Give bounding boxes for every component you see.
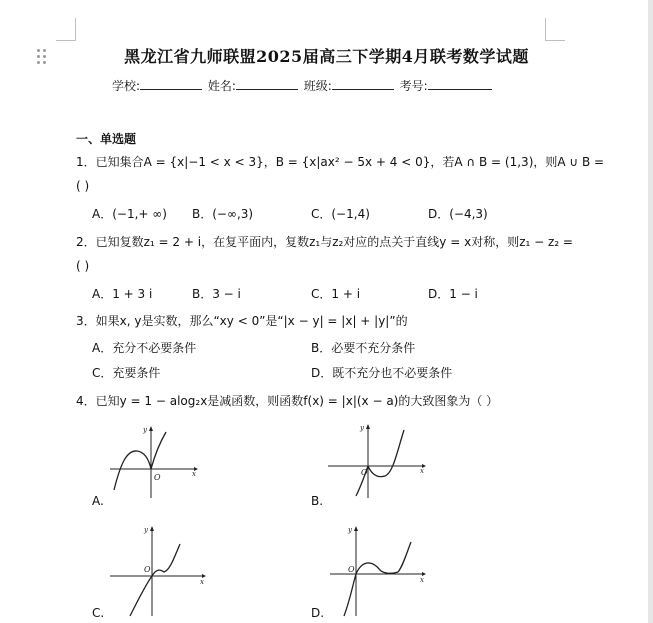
- graph-c-curve: [130, 544, 180, 616]
- crop-mark-top-left-v: [75, 18, 76, 40]
- graph-c-origin-label: O: [144, 565, 151, 574]
- question-2-option-b[interactable]: B．3 − i: [192, 287, 241, 301]
- graph-a-y-arrow: [149, 426, 153, 431]
- question-4-stem: 4．已知y = 1 − alog₂x是减函数，则函数f(x) = |x|(x − a)的大致图象为（ ）: [76, 394, 499, 408]
- crop-mark-top-right-v: [545, 18, 546, 40]
- graph-d-origin-label: O: [348, 565, 355, 574]
- section-heading: 一、单选题: [76, 132, 137, 146]
- question-3-option-c[interactable]: C．充要条件: [92, 366, 161, 380]
- graph-c[interactable]: [108, 522, 208, 618]
- question-1-paren: ( ): [76, 179, 90, 193]
- graph-d[interactable]: [326, 522, 428, 618]
- graph-c-x-label: x: [200, 578, 204, 586]
- name-blank[interactable]: [236, 77, 298, 90]
- graph-b-x-label: x: [420, 467, 424, 475]
- question-2-option-d[interactable]: D．1 − i: [428, 287, 478, 301]
- graph-d-y-label: y: [348, 526, 352, 534]
- graph-d-y-arrow: [354, 526, 358, 531]
- school-label: 学校:: [112, 79, 141, 93]
- question-2-option-c[interactable]: C．1 + i: [311, 287, 361, 301]
- graph-a-label[interactable]: A.: [92, 494, 104, 508]
- graph-d-curve: [344, 542, 411, 616]
- graph-b-label[interactable]: B.: [311, 494, 324, 508]
- question-1-option-b[interactable]: B．(−∞,3): [192, 207, 254, 221]
- graph-c-y-label: y: [144, 526, 148, 534]
- question-1-option-a[interactable]: A．(−1,+ ∞): [92, 207, 167, 221]
- exam-number-label: 考号:: [399, 79, 428, 93]
- class-label: 班级:: [303, 79, 332, 93]
- class-blank[interactable]: [332, 77, 394, 90]
- school-blank[interactable]: [140, 77, 202, 90]
- name-label: 姓名:: [207, 79, 236, 93]
- question-3-option-b[interactable]: B．必要不充分条件: [311, 341, 416, 355]
- graph-b-y-label: y: [360, 424, 364, 432]
- graph-a-y-label: y: [143, 426, 147, 434]
- question-3-option-d[interactable]: D．既不充分也不必要条件: [311, 366, 453, 380]
- question-1-option-d[interactable]: D．(−4,3): [428, 207, 488, 221]
- graph-b-origin-label: O: [361, 468, 368, 477]
- question-3-option-a[interactable]: A．充分不必要条件: [92, 341, 197, 355]
- exam-number-blank[interactable]: [428, 77, 492, 90]
- question-2-option-a[interactable]: A．1 + 3 i: [92, 287, 153, 301]
- graph-b-curve: [356, 430, 404, 496]
- question-3-stem: 3．如果x, y是实数，那么“xy < 0”是“|x − y| = |x| + |y|”的: [76, 314, 408, 328]
- question-2-stem: 2．已知复数z₁ = 2 + i，在复平面内，复数z₁与z₂对应的点关于直线y = x对称，则z₁ − z₂ =: [76, 235, 573, 249]
- graph-d-x-label: x: [420, 576, 424, 584]
- graph-b-y-arrow: [366, 424, 370, 429]
- graph-a-x-label: x: [192, 470, 196, 478]
- page-edge: [648, 0, 653, 623]
- graph-a-origin-label: O: [154, 473, 161, 482]
- graph-c-label[interactable]: C.: [92, 606, 105, 620]
- question-2-paren: ( ): [76, 259, 90, 273]
- question-1-option-c[interactable]: C．(−1,4): [311, 207, 370, 221]
- question-1-stem: 1．已知集合A = {x|−1 < x < 3}，B = {x|ax² − 5x + 4 < 0}，若A ∩ B = (1,3)，则A ∪ B =: [76, 155, 605, 169]
- crop-mark-top-left-h: [56, 40, 76, 41]
- graph-c-y-arrow: [150, 526, 154, 531]
- student-info-line: [112, 77, 494, 94]
- graph-a[interactable]: [108, 424, 200, 500]
- document-title: 黑龙江省九师联盟2025届高三下学期4月联考数学试题: [124, 47, 529, 66]
- graph-b[interactable]: [326, 420, 428, 500]
- graph-d-label[interactable]: D.: [311, 606, 325, 620]
- crop-mark-top-right-h: [545, 40, 565, 41]
